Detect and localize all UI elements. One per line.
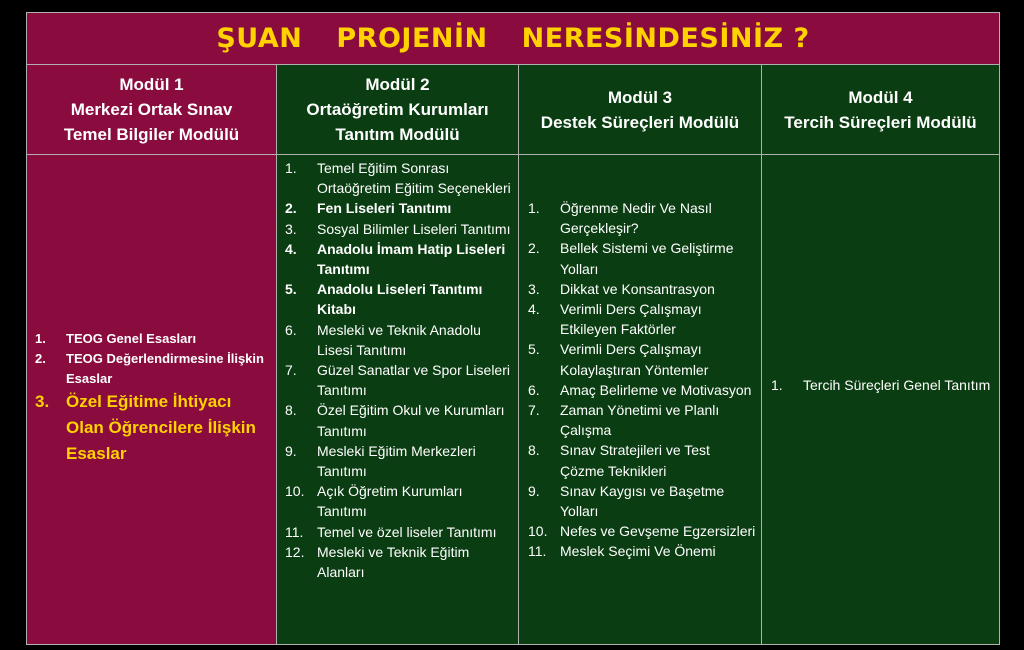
list-item: 4. Verimli Ders Çalışmayı Etkileyen Faktörler xyxy=(528,301,702,338)
module-2-header xyxy=(276,64,519,155)
module-4-list xyxy=(771,375,995,395)
module-4-body xyxy=(761,154,1000,645)
list-item: 7. Zaman Yönetimi ve Planlı Çalışma xyxy=(528,402,720,439)
module-3-number: Modül 3 xyxy=(607,87,673,107)
list-item: 6. Mesleki ve Teknik Anadolu Lisesi Tanıtımı xyxy=(285,321,481,358)
module-3-name: Destek Süreçleri Modülü xyxy=(540,112,740,132)
title-word-2: PROJENİN xyxy=(336,23,488,54)
list-item: 2. Bellek Sistemi ve Geliştirme Yolları xyxy=(528,240,734,277)
list-item: 1. Temel Eğitim Sonrası Ortaöğretim Eğitim Seçenekleri xyxy=(285,160,511,197)
module-4-name: Tercih Süreçleri Modülü xyxy=(784,112,977,132)
module-1-name-line1: Merkezi Ortak Sınav xyxy=(70,100,233,119)
list-item: 2. TEOG Değerlendirmesine İlişkin Esaslar xyxy=(35,351,264,386)
list-item: 3. Sosyal Bilimler Liseleri Tanıtımı xyxy=(285,220,511,237)
module-3-list xyxy=(528,198,757,562)
list-item: 5. Anadolu Liseleri Tanıtımı Kitabı xyxy=(285,281,483,318)
module-1-list xyxy=(35,329,270,467)
module-4-number: Modül 4 xyxy=(848,87,913,107)
list-item: 8. Sınav Stratejileri ve Test Çözme Teknikleri xyxy=(528,442,710,479)
title-word-1: ŞUAN xyxy=(216,23,303,54)
list-item-highlight: 3. Özel Eğitime İhtiyacı Olan Öğrencilere İlişkin Esaslar xyxy=(35,392,256,463)
list-item: 9. Sınav Kaygısı ve Başetme Yolları xyxy=(528,482,725,520)
module-1-name-line2: Temel Bilgiler Modülü xyxy=(63,125,240,144)
list-item: 1. Öğrenme Nedir Ve Nasıl Gerçekleşir? xyxy=(528,200,712,237)
module-2-list xyxy=(285,158,514,582)
list-item: 7. Güzel Sanatlar ve Spor Liseleri Tanıtımı xyxy=(285,362,510,399)
module-3-body xyxy=(518,154,762,645)
module-2-number: Modül 2 xyxy=(365,75,430,94)
list-item: 9. Mesleki Eğitim Merkezleri Tanıtımı xyxy=(285,442,476,480)
module-1-body xyxy=(26,154,277,645)
list-item: 11. Temel ve özel liseler Tanıtımı xyxy=(285,523,497,540)
list-item: 1. Tercih Süreçleri Genel Tanıtım xyxy=(771,377,991,393)
list-item: 5. Verimli Ders Çalışmayı Kolaylaştıran Yöntemler xyxy=(528,341,709,378)
list-item: 10. Açık Öğretim Kurumları Tanıtımı xyxy=(285,483,463,520)
module-2-name-line1: Ortaöğretim Kurumları xyxy=(306,100,489,119)
list-item: 12. Mesleki ve Teknik Eğitim Alanları xyxy=(285,543,470,581)
list-item: 1. TEOG Genel Esasları xyxy=(35,331,197,346)
module-2-body xyxy=(276,154,519,645)
list-item: 4. Anadolu İmam Hatip Liseleri Tanıtımı xyxy=(285,240,506,278)
slide-title xyxy=(26,12,1000,65)
list-item: 2. Fen Liseleri Tanıtımı xyxy=(285,200,452,217)
module-1-number: Modül 1 xyxy=(119,75,184,94)
module-4-header xyxy=(761,64,1000,155)
module-1-header xyxy=(26,64,277,155)
title-word-3: NERESİNDESİNİZ ? xyxy=(521,23,810,54)
list-item: 8. Özel Eğitim Okul ve Kurumları Tanıtımı xyxy=(285,402,505,439)
list-item: 6. Amaç Belirleme ve Motivasyon xyxy=(528,381,752,398)
list-item: 11. Meslek Seçimi Ve Önemi xyxy=(528,543,716,560)
module-3-header xyxy=(518,64,762,155)
list-item: 10. Nefes ve Gevşeme Egzersizleri xyxy=(528,523,756,540)
list-item: 3. Dikkat ve Konsantrasyon xyxy=(528,280,715,297)
module-2-name-line2: Tanıtım Modülü xyxy=(335,125,460,144)
